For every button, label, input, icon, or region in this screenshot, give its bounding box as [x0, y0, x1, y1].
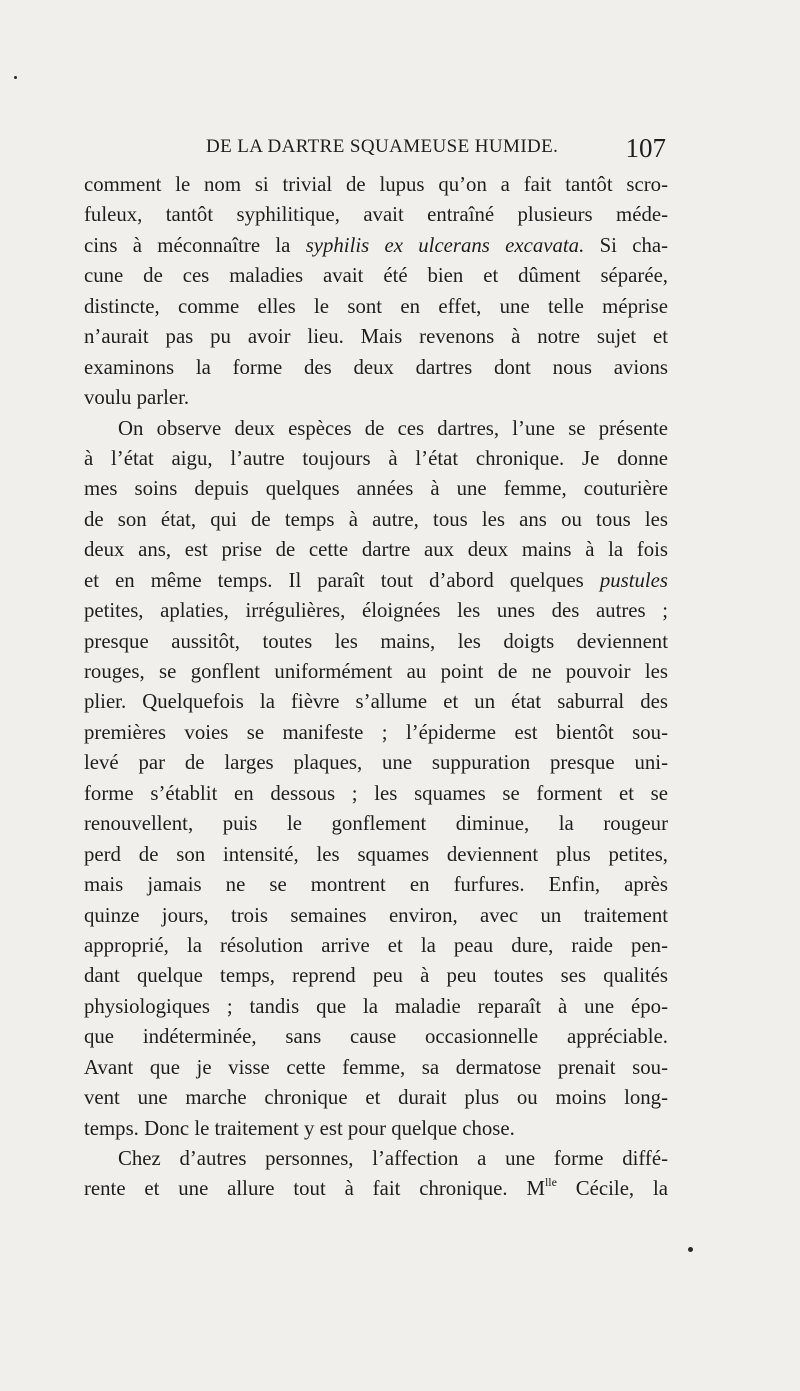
- text-line: vent une marche chronique et durait plus ou moins long-: [84, 1086, 668, 1110]
- text-line: fuleux, tantôt syphilitique, avait entraîné plusieurs méde-: [84, 203, 668, 227]
- text-line: Chez d’autres personnes, l’affection a une forme diffé-: [118, 1147, 668, 1170]
- text-line: examinons la forme des deux dartres dont nous avions: [84, 355, 668, 379]
- ink-speck: [14, 76, 17, 79]
- text-line: mes soins depuis quelques années à une femme, couturière: [84, 477, 668, 501]
- italic-phrase: syphilis ex ulcerans excavata.: [305, 233, 585, 257]
- text-line: deux ans, est prise de cette dartre aux deux mains à la fois: [84, 538, 668, 562]
- text-line: dant quelque temps, reprend peu à peu toutes ses qualités: [84, 964, 668, 988]
- text-line: plier. Quelquefois la fièvre s’allume et un état saburral des: [84, 690, 668, 714]
- text-line: comment le nom si trivial de lupus qu’on a fait tantôt scro-: [84, 173, 668, 196]
- text-line: approprié, la résolution arrive et la peau dure, raide pen-: [84, 933, 668, 957]
- text-span: et en même temps. Il paraît tout d’abord quelques: [84, 568, 600, 592]
- text-line: quinze jours, trois semaines environ, avec un traitement: [84, 903, 668, 927]
- text-line: cune de ces maladies avait été bien et dûment séparée,: [84, 264, 668, 288]
- text-line: à l’état aigu, l’autre toujours à l’état chronique. Je donne: [84, 446, 668, 470]
- page-number: 107: [625, 133, 666, 163]
- text-line: forme s’établit en dessous ; les squames se forment et se: [84, 781, 668, 805]
- superscript: lle: [544, 1175, 557, 1190]
- body-text: [84, 170, 668, 1205]
- running-title: DE LA DARTRE SQUAMEUSE HUMIDE.: [206, 136, 559, 157]
- text-span: cins à méconnaître la: [84, 233, 306, 257]
- text-line: levé par de larges plaques, une suppuration presque uni-: [84, 751, 668, 775]
- text-line: [84, 566, 668, 596]
- text-line: renouvellent, puis le gonflement diminue, la rougeur: [84, 812, 668, 836]
- text-line: petites, aplaties, irrégulières, éloignées les unes des autres ;: [84, 599, 668, 623]
- text-line: presque aussitôt, toutes les mains, les doigts deviennent: [84, 629, 668, 653]
- text-span: rente et une allure tout à fait chronique. M: [84, 1177, 545, 1201]
- text-line: [84, 231, 668, 261]
- text-line: distincte, comme elles le sont en effet, une telle méprise: [84, 294, 668, 318]
- text-span: Si cha-: [584, 233, 669, 257]
- text-line: de son état, qui de temps à autre, tous les ans ou tous les: [84, 507, 668, 531]
- text-line: mais jamais ne se montrent en furfures. Enfin, après: [84, 873, 668, 897]
- text-line: n’aurait pas pu avoir lieu. Mais revenons à notre sujet et: [84, 325, 668, 349]
- text-line: perd de son intensité, les squames deviennent plus petites,: [84, 842, 668, 866]
- text-line: rouges, se gonflent uniformément au point de ne pouvoir les: [84, 660, 668, 683]
- italic-phrase: pustules: [599, 568, 668, 592]
- text-line: On observe deux espèces de ces dartres, l’une se présente: [118, 416, 668, 440]
- text-line: voulu parler.: [84, 386, 190, 410]
- text-line: temps. Donc le traitement y est pour quelque chose.: [84, 1116, 515, 1140]
- text-line: que indéterminée, sans cause occasionnelle appréciable.: [84, 1025, 668, 1049]
- text-line: premières voies se manifeste ; l’épiderme est bientôt sou-: [84, 720, 668, 744]
- text-span: Cécile, la: [556, 1177, 668, 1201]
- ink-speck: [688, 1247, 693, 1252]
- text-line: physiologiques ; tandis que la maladie reparaît à une épo-: [84, 994, 668, 1018]
- text-line: Avant que je visse cette femme, sa dermatose prenait sou-: [84, 1055, 668, 1079]
- page-header: [206, 133, 666, 167]
- text-line: [84, 1174, 668, 1204]
